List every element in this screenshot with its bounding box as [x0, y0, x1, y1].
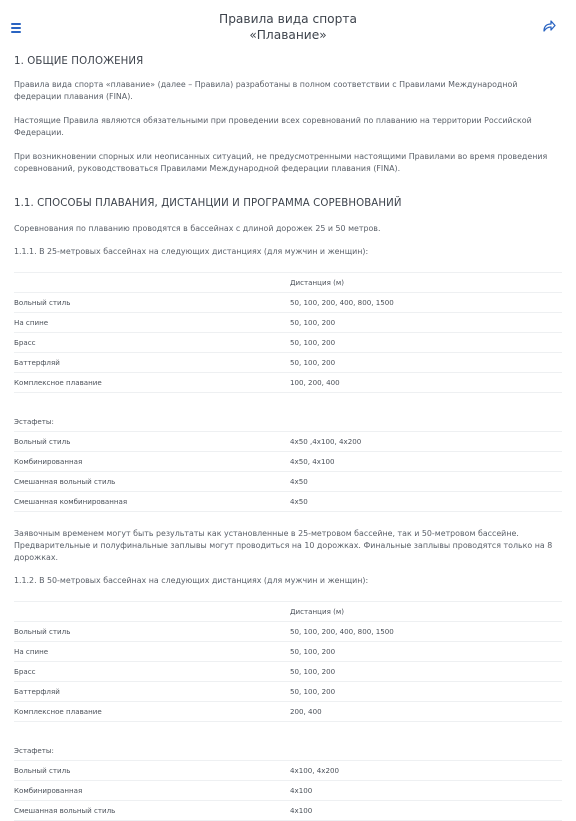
distances-table-50m — [14, 601, 562, 821]
paragraph: При возникновении спорных или неописанных ситуаций, не предусмотренными настоящими Правилами во время проведения соревнований, руководствоваться Правилами Международной федерации плавания (FINA). — [14, 152, 548, 173]
paragraph: Заявочным временем могут быть результаты как установленные в 25-метровом бассейне, так и 50-метровом бассейне. Предварительные и полуфинальные заплывы могут проводиться на 10 дорожках. Финальные заплывы проводятся только на 8 дорожках. — [14, 529, 553, 562]
table-row: Вольный стиль 50, 100, 200, 400, 800, 1500 — [14, 293, 562, 313]
share-icon — [542, 19, 556, 33]
table-row: Комбинированная 4x50, 4x100 — [14, 452, 562, 472]
table-row: Вольный стиль 50, 100, 200, 400, 800, 1500 — [14, 622, 562, 642]
paragraph: 1.1.1. В 25-метровых бассейнах на следующих дистанциях (для мужчин и женщин): — [14, 247, 369, 256]
top-bar — [0, 0, 576, 52]
table-row: Смешанная вольный стиль 4x50 — [14, 472, 562, 492]
table-row: Вольный стиль 4x100, 4x200 — [14, 761, 562, 781]
table-header: Дистанция (м) — [290, 273, 562, 293]
table-spacer-row — [14, 722, 562, 742]
table-row: Баттерфляй 50, 100, 200 — [14, 682, 562, 702]
table-row: Комбинированная 4x100 — [14, 781, 562, 801]
table-spacer-row — [14, 393, 562, 413]
table-row: Баттерфляй 50, 100, 200 — [14, 353, 562, 373]
share-button[interactable] — [542, 18, 558, 34]
distances-table-25m — [14, 272, 562, 512]
table-row: Смешанная комбинированная 4x50 — [14, 492, 562, 512]
paragraph: Настоящие Правила являются обязательными при проведении всех соревнований по плаванию на территории Российской Федерации. — [14, 116, 532, 137]
table-row: Вольный стиль 4x50 ,4x100, 4x200 — [14, 432, 562, 452]
main-content — [14, 54, 562, 821]
page-title: Правила вида спорта «Плавание» — [219, 12, 357, 42]
relay-label-row: Эстафеты: — [14, 746, 54, 755]
table-row: Смешанная вольный стиль 4x100 — [14, 801, 562, 821]
table-row: Комплексное плавание 100, 200, 400 — [14, 373, 562, 393]
paragraph: Правила вида спорта «плавание» (далее – Правила) разработаны в полном соответствии с Правилами Международной федерации плавания (FINA). — [14, 80, 518, 101]
relay-label-row: Эстафеты: — [14, 417, 54, 426]
table-header-row — [14, 273, 562, 293]
paragraph: Соревнования по плаванию проводятся в бассейнах с длиной дорожек 25 и 50 метров. — [14, 224, 381, 233]
table-header: Дистанция (м) — [290, 602, 562, 622]
table-row: На спине 50, 100, 200 — [14, 642, 562, 662]
table-row: Комплексное плавание 200, 400 — [14, 702, 562, 722]
section-heading: 1.1. СПОСОБЫ ПЛАВАНИЯ, ДИСТАНЦИИ И ПРОГРАММА СОРЕВНОВАНИЙ — [14, 198, 402, 209]
table-header-row — [14, 602, 562, 622]
table-row: Брасс 50, 100, 200 — [14, 333, 562, 353]
table-row: На спине 50, 100, 200 — [14, 313, 562, 333]
section-heading: 1. ОБЩИЕ ПОЛОЖЕНИЯ — [14, 56, 144, 67]
paragraph: 1.1.2. В 50-метровых бассейнах на следующих дистанциях (для мужчин и женщин): — [14, 576, 369, 585]
table-row: Брасс 50, 100, 200 — [14, 662, 562, 682]
